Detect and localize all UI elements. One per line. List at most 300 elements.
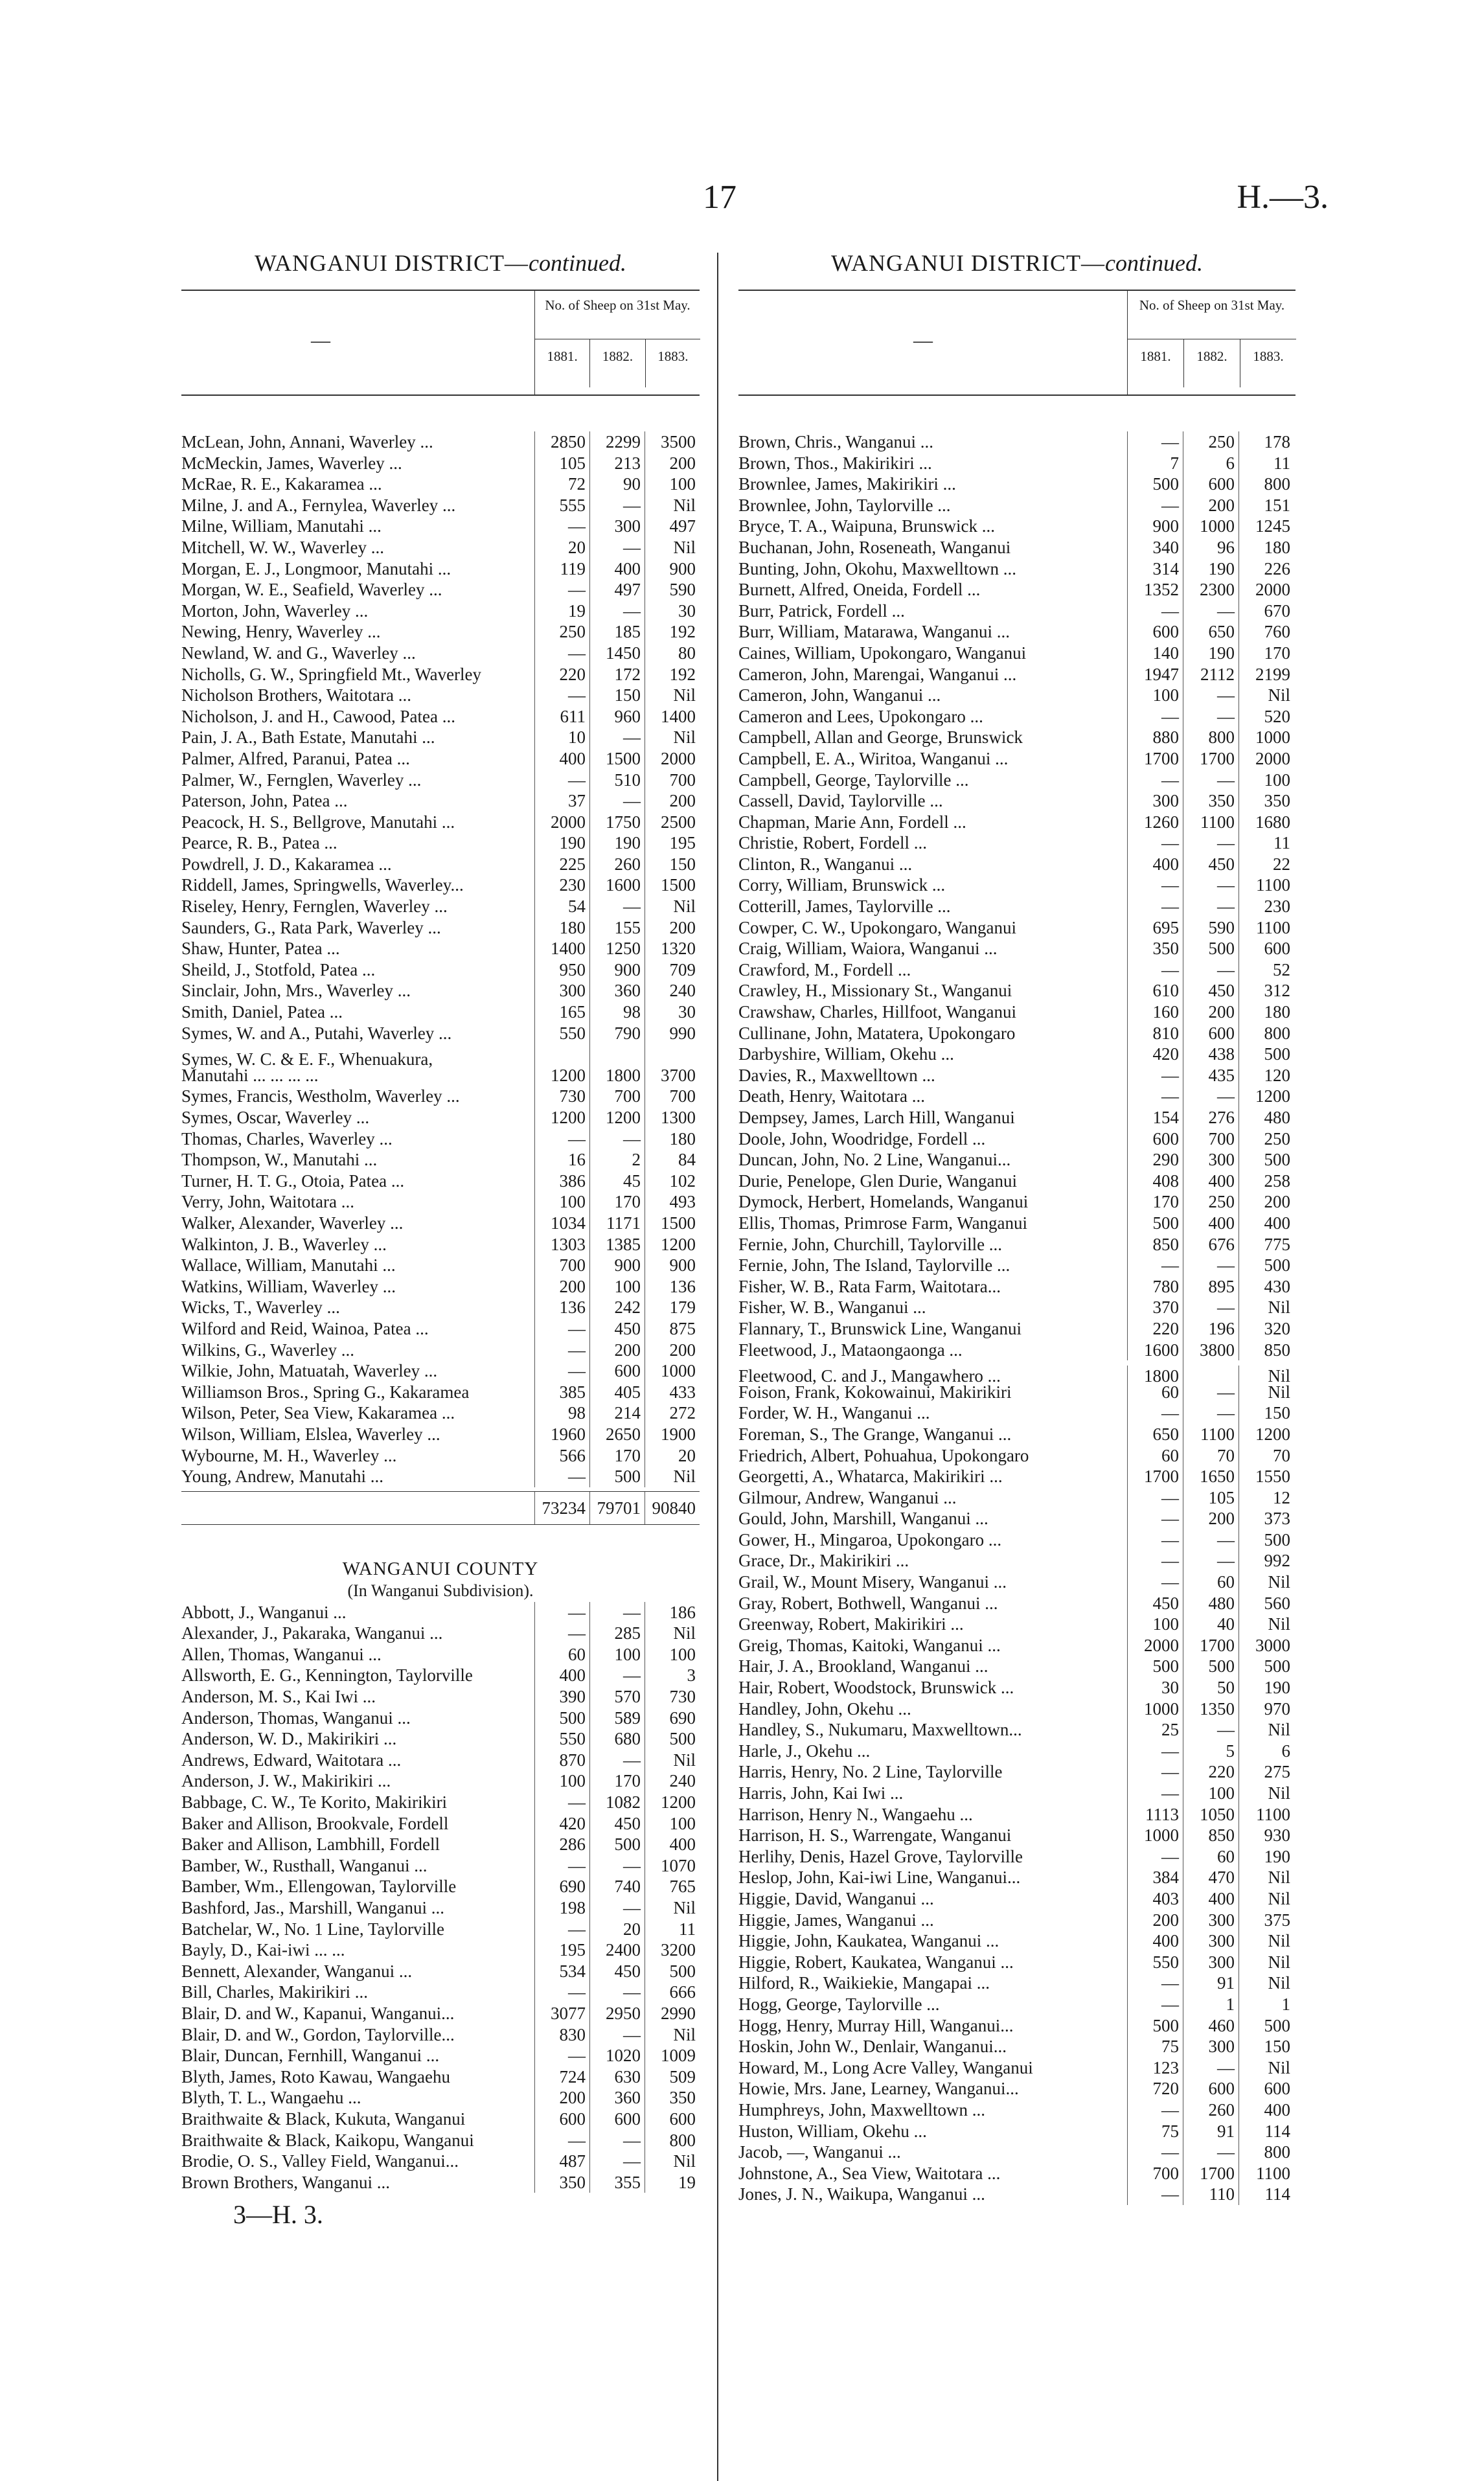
sheep-1882: — xyxy=(1183,875,1239,896)
owner-name: Christie, Robert, Fordell ... xyxy=(738,833,927,853)
sheep-1882: 220 xyxy=(1183,1761,1239,1783)
sheep-1883: 200 xyxy=(645,790,700,812)
sheep-1882: 1000 xyxy=(1183,516,1239,537)
owner-name: Higgie, James, Wanganui ... xyxy=(738,1910,934,1930)
sheep-1881: 220 xyxy=(534,664,589,685)
sheep-1883: 186 xyxy=(645,1602,700,1623)
sheep-1881: 650 xyxy=(1127,1424,1183,1445)
table-row xyxy=(181,1876,700,1897)
table-row xyxy=(738,1023,1296,1044)
sheep-1883: Nil xyxy=(645,2151,700,2172)
sheep-1881: 1800 xyxy=(1127,1366,1183,1387)
sheep-1882: — xyxy=(1183,896,1239,917)
owner-name: Greenway, Robert, Makirikiri ... xyxy=(738,1614,964,1634)
table-row xyxy=(181,1792,700,1813)
sheep-1882: 260 xyxy=(1183,2099,1239,2121)
sheep-1881: — xyxy=(1127,1508,1183,1529)
sheep-1883: 192 xyxy=(645,621,700,643)
sheep-1882: — xyxy=(589,790,645,812)
table-row xyxy=(738,1761,1296,1783)
table-row xyxy=(738,600,1296,622)
sheep-1883: 320 xyxy=(1239,1318,1294,1340)
table-row xyxy=(181,1445,700,1467)
sheep-1882: 300 xyxy=(1183,1952,1239,1973)
owner-name: Cameron, John, Marengai, Wanganui ... xyxy=(738,664,1017,684)
sheep-1882: 1600 xyxy=(589,875,645,896)
sheep-1881: 100 xyxy=(1127,1614,1183,1635)
table-row xyxy=(738,1846,1296,1868)
table-row xyxy=(738,1614,1296,1635)
sheep-1881: 1700 xyxy=(1127,748,1183,770)
owner-name: Jones, J. N., Waikupa, Wanganui ... xyxy=(738,2184,985,2204)
sheep-1883: 1200 xyxy=(1239,1086,1294,1107)
sheep-1882: 1 xyxy=(1183,1994,1239,2015)
sheep-1881: — xyxy=(1127,495,1183,516)
sheep-1881: 75 xyxy=(1127,2036,1183,2057)
sheep-1883: 560 xyxy=(1239,1593,1294,1614)
owner-name: Handley, John, Okehu ... xyxy=(738,1698,911,1719)
sheep-1881: 300 xyxy=(534,980,589,1001)
table-row xyxy=(738,1698,1296,1720)
sheep-1883: 430 xyxy=(1239,1276,1294,1298)
sheep-1881: 534 xyxy=(534,1961,589,1982)
sheep-1883: 970 xyxy=(1239,1698,1294,1720)
table-row xyxy=(181,2151,700,2172)
table-row xyxy=(738,474,1296,495)
sheep-1881: 54 xyxy=(534,896,589,917)
owner-name: Burr, William, Matarawa, Wanganui ... xyxy=(738,622,1010,642)
sheep-1881: 10 xyxy=(534,727,589,748)
table-row xyxy=(738,748,1296,770)
district-heading: WANGANUI DISTRICT—continued. xyxy=(831,250,1203,276)
table-row xyxy=(181,643,700,664)
sheep-1881: 1947 xyxy=(1127,664,1183,685)
table-body xyxy=(738,431,1296,2205)
sheep-1882: 900 xyxy=(589,1255,645,1276)
owner-name: Gray, Robert, Bothwell, Wanganui ... xyxy=(738,1593,998,1613)
sheep-1883: 350 xyxy=(645,2087,700,2109)
sheep-1881: 165 xyxy=(534,1001,589,1023)
sheep-1881: — xyxy=(1127,1487,1183,1509)
owner-name: Jacob, —, Wanganui ... xyxy=(738,2142,901,2162)
owner-name: Saunders, G., Rata Park, Waverley ... xyxy=(181,917,441,937)
table-row xyxy=(738,1508,1296,1529)
table-row xyxy=(181,537,700,558)
sheep-1883: 509 xyxy=(645,2066,700,2088)
sheep-1881: — xyxy=(1127,959,1183,981)
sheep-1882: 50 xyxy=(1183,1677,1239,1698)
table-row xyxy=(738,579,1296,600)
table-row xyxy=(181,685,700,706)
sheep-1881: 700 xyxy=(534,1255,589,1276)
sheep-1883: 180 xyxy=(1239,537,1294,558)
table-row xyxy=(738,1910,1296,1931)
sheep-1881: 1960 xyxy=(534,1424,589,1445)
sheep-1883: 600 xyxy=(1239,2078,1294,2099)
sheep-1882: 200 xyxy=(1183,495,1239,516)
table-row xyxy=(181,1834,700,1855)
table-row xyxy=(181,1466,700,1487)
owner-name: Doole, John, Woodridge, Fordell ... xyxy=(738,1128,986,1149)
sheep-1881: 200 xyxy=(1127,1910,1183,1931)
table-row xyxy=(738,2163,1296,2184)
sheep-1883: 190 xyxy=(1239,1677,1294,1698)
sheep-1881: 1303 xyxy=(534,1234,589,1255)
sheep-1882: — xyxy=(589,495,645,516)
table-row xyxy=(181,2130,700,2151)
table-row xyxy=(738,1276,1296,1298)
table-row xyxy=(738,1234,1296,1255)
table-row xyxy=(738,1867,1296,1888)
owner-name: Friedrich, Albert, Pohuahua, Upokongaro xyxy=(738,1445,1029,1465)
sheep-1883: 990 xyxy=(645,1023,700,1044)
owner-name: Higgie, David, Wanganui ... xyxy=(738,1888,934,1908)
table-row xyxy=(738,1086,1296,1107)
sheep-1883: 1900 xyxy=(645,1424,700,1445)
table-row xyxy=(181,2087,700,2109)
sheep-1881: 450 xyxy=(1127,1593,1183,1614)
sheep-1883: Nil xyxy=(1239,1930,1294,1952)
owner-name: Bashford, Jas., Marshill, Wanganui ... xyxy=(181,1898,445,1917)
sheep-1883: 800 xyxy=(645,2130,700,2151)
sheep-1883: 1100 xyxy=(1239,1804,1294,1825)
table-row xyxy=(738,453,1296,474)
owner-name: Darbyshire, William, Okehu ... xyxy=(738,1044,954,1064)
sheep-1881: — xyxy=(1127,1402,1183,1424)
sheep-1882: 150 xyxy=(589,685,645,706)
table-row xyxy=(181,896,700,917)
sheep-1882: 740 xyxy=(589,1876,645,1897)
owner-name: Milne, J. and A., Fernylea, Waverley ... xyxy=(181,495,456,515)
district-heading: WANGANUI DISTRICT—continued. xyxy=(255,250,626,276)
owner-name: Harrison, Henry N., Wangaehu ... xyxy=(738,1804,973,1824)
sheep-1882: 470 xyxy=(1183,1867,1239,1888)
sheep-1881: — xyxy=(1127,1065,1183,1086)
sheep-1881: — xyxy=(1127,1529,1183,1551)
table-row xyxy=(738,1107,1296,1128)
table-row xyxy=(181,1855,700,1877)
table-row xyxy=(181,2024,700,2046)
sheep-1883: 1500 xyxy=(645,875,700,896)
table-row xyxy=(181,1171,700,1192)
table-row xyxy=(738,917,1296,939)
owner-name: Higgie, John, Kaukatea, Wanganui ... xyxy=(738,1931,999,1951)
sheep-1882: 500 xyxy=(589,1466,645,1487)
table-row xyxy=(181,959,700,981)
sheep-1882: 100 xyxy=(589,1276,645,1298)
owner-name: Thompson, W., Manutahi ... xyxy=(181,1150,378,1170)
sheep-1881: 2850 xyxy=(534,431,589,453)
sheep-1882: 1800 xyxy=(589,1065,645,1086)
sheep-1883: 700 xyxy=(645,770,700,791)
sheep-1883: 180 xyxy=(645,1128,700,1150)
sheep-1882: 105 xyxy=(1183,1487,1239,1509)
sheep-1882: 400 xyxy=(1183,1213,1239,1234)
sheep-1882: 355 xyxy=(589,2172,645,2193)
sheep-1882: 1050 xyxy=(1183,1804,1239,1825)
sheep-1881: — xyxy=(534,516,589,537)
sheep-1881: — xyxy=(1127,1086,1183,1107)
sheep-1883: 3200 xyxy=(645,1939,700,1961)
sheep-1881: 25 xyxy=(1127,1719,1183,1741)
table-row xyxy=(738,1825,1296,1846)
table-row xyxy=(738,875,1296,896)
owner-name: Clinton, R., Wanganui ... xyxy=(738,854,913,874)
table-row xyxy=(181,1686,700,1708)
sheep-1883: 500 xyxy=(1239,1149,1294,1171)
sheep-1882: — xyxy=(589,600,645,622)
owner-name: Pain, J. A., Bath Estate, Manutahi ... xyxy=(181,727,435,748)
sheep-1882: 96 xyxy=(1183,537,1239,558)
sheep-1882: — xyxy=(589,2151,645,2172)
table-row xyxy=(181,1982,700,2003)
sheep-1881: 695 xyxy=(1127,917,1183,939)
sheep-1881: — xyxy=(1127,431,1183,453)
sheep-1883: 20 xyxy=(645,1445,700,1467)
sheep-1881: 98 xyxy=(534,1402,589,1424)
sheep-1881: — xyxy=(1127,1550,1183,1572)
sheep-1881: 600 xyxy=(534,2109,589,2130)
table-row xyxy=(738,1930,1296,1952)
sheep-1881: 1400 xyxy=(534,938,589,959)
sheep-1883: Nil xyxy=(1239,2057,1294,2079)
table-row xyxy=(181,495,700,516)
table-row xyxy=(181,706,700,727)
table-row xyxy=(181,2045,700,2066)
sheep-count-caption: No. of Sheep on 31st May. xyxy=(1128,291,1296,339)
table-row xyxy=(738,1402,1296,1424)
table-row xyxy=(738,516,1296,537)
sheep-1882: — xyxy=(1183,1255,1239,1276)
sheep-1881: — xyxy=(534,1602,589,1623)
owner-name: Harle, J., Okehu ... xyxy=(738,1741,871,1761)
sheep-1883: 497 xyxy=(645,516,700,537)
owner-name: Symes, Oscar, Waverley ... xyxy=(181,1108,370,1127)
sheep-1881: 550 xyxy=(1127,1952,1183,1973)
table-row xyxy=(738,1001,1296,1023)
table-header xyxy=(181,290,700,396)
sheep-1882: 20 xyxy=(589,1919,645,1940)
owner-name: Verry, John, Waitotara ... xyxy=(181,1192,355,1212)
sheep-1883: 600 xyxy=(645,2109,700,2130)
sheep-1881: — xyxy=(1127,706,1183,727)
owner-name: Brown, Chris., Wanganui ... xyxy=(738,432,934,452)
owner-name: Flannary, T., Brunswick Line, Wanganui xyxy=(738,1318,1022,1338)
table-row xyxy=(181,1297,700,1318)
year-1881: 1881. xyxy=(547,349,578,364)
owner-name: Anderson, Thomas, Wanganui ... xyxy=(181,1708,411,1728)
sheep-1882: 2650 xyxy=(589,1424,645,1445)
owner-name: Campbell, George, Taylorville ... xyxy=(738,770,969,790)
table-row xyxy=(181,1001,700,1023)
sheep-1881: 180 xyxy=(534,917,589,939)
sheep-1882: — xyxy=(1183,1297,1239,1318)
sheep-1882: — xyxy=(589,1128,645,1150)
sheep-1881: — xyxy=(1127,832,1183,854)
sheep-1882: 2299 xyxy=(589,431,645,453)
sheep-1881: 200 xyxy=(534,1276,589,1298)
sheep-1882: 5 xyxy=(1183,1741,1239,1762)
sheep-1881: 1352 xyxy=(1127,579,1183,600)
owner-name: Baker and Allison, Brookvale, Fordell xyxy=(181,1813,449,1833)
sheep-1881: — xyxy=(1127,875,1183,896)
table-row xyxy=(738,1424,1296,1445)
sheep-1882: 460 xyxy=(1183,2015,1239,2037)
sheep-1883: 6 xyxy=(1239,1741,1294,1762)
sheep-1882: 676 xyxy=(1183,1234,1239,1255)
sheep-1882: 900 xyxy=(589,959,645,981)
table-row xyxy=(181,1149,700,1171)
owner-name: Howard, M., Long Acre Valley, Wanganui xyxy=(738,2057,1033,2077)
sheep-1881: 2000 xyxy=(1127,1635,1183,1656)
table-row xyxy=(738,1804,1296,1825)
sheep-1882: — xyxy=(1183,1086,1239,1107)
sheep-1882: 1650 xyxy=(1183,1466,1239,1487)
sheep-1882: 300 xyxy=(1183,2036,1239,2057)
sheep-1882: 276 xyxy=(1183,1107,1239,1128)
owner-name: Palmer, Alfred, Paranui, Patea ... xyxy=(181,748,410,768)
owner-name: Gould, John, Marshill, Wanganui ... xyxy=(738,1509,988,1529)
sheep-1882: 60 xyxy=(1183,1572,1239,1593)
sheep-1883: 775 xyxy=(1239,1234,1294,1255)
sheep-1881: — xyxy=(1127,1255,1183,1276)
sheep-1882: — xyxy=(589,537,645,558)
table-row xyxy=(181,1234,700,1255)
sheep-1883: 178 xyxy=(1239,431,1294,453)
sheep-1883: 179 xyxy=(645,1297,700,1318)
owner-name: Bryce, T. A., Waipuna, Brunswick ... xyxy=(738,516,996,536)
sheep-1881: 500 xyxy=(1127,2015,1183,2037)
owner-name: Wilson, Peter, Sea View, Kakaramea ... xyxy=(181,1403,455,1423)
sheep-1881: — xyxy=(1127,600,1183,622)
sheep-1881: 30 xyxy=(1127,1677,1183,1698)
sheep-1881 xyxy=(534,1044,589,1065)
sheep-1881: 500 xyxy=(534,1708,589,1729)
owner-name: McLean, John, Annani, Waverley ... xyxy=(181,432,433,452)
sheep-1883: 800 xyxy=(1239,1023,1294,1044)
sheep-1881: — xyxy=(534,770,589,791)
sheep-1883: 900 xyxy=(645,558,700,580)
table-row xyxy=(181,1255,700,1276)
owner-name: Blair, Duncan, Fernhill, Wanganui ... xyxy=(181,2046,440,2066)
sheep-1881: 200 xyxy=(534,2087,589,2109)
sheep-1881: — xyxy=(534,579,589,600)
table-row xyxy=(738,2099,1296,2121)
sheep-1882: — xyxy=(1183,2142,1239,2163)
owner-name: Braithwaite & Black, Kaikopu, Wanganui xyxy=(181,2130,474,2150)
sheep-1882: — xyxy=(589,1750,645,1771)
sheep-1883: 70 xyxy=(1239,1445,1294,1467)
sheep-1882: 510 xyxy=(589,770,645,791)
sheep-1882: 250 xyxy=(1183,1191,1239,1213)
sheep-1881: 600 xyxy=(1127,1128,1183,1150)
sheep-1882: — xyxy=(589,727,645,748)
sheep-1882: 589 xyxy=(589,1708,645,1729)
owner-name: Wicks, T., Waverley ... xyxy=(181,1298,340,1318)
sheep-1883: 1245 xyxy=(1239,516,1294,537)
sheep-1882: 1700 xyxy=(1183,1635,1239,1656)
owner-name: Hogg, Henry, Murray Hill, Wanganui... xyxy=(738,2015,1014,2035)
owner-name: Nicholson, J. and H., Cawood, Patea ... xyxy=(181,706,455,726)
sheep-1883: 600 xyxy=(1239,938,1294,959)
table-row xyxy=(181,980,700,1001)
owner-name: Brown Brothers, Wanganui ... xyxy=(181,2172,391,2192)
owner-name: Humphreys, John, Maxwelltown ... xyxy=(738,2099,985,2120)
owner-name: Bamber, W., Rusthall, Wanganui ... xyxy=(181,1855,428,1875)
table-row xyxy=(738,1360,1296,1386)
sheep-1882: 6 xyxy=(1183,453,1239,474)
owner-name: Milne, William, Manutahi ... xyxy=(181,516,382,536)
sheep-1883: 500 xyxy=(1239,1656,1294,1677)
sheep-1881: 123 xyxy=(1127,2057,1183,2079)
owner-name: Walkinton, J. B., Waverley ... xyxy=(181,1234,387,1254)
sheep-1883: 1320 xyxy=(645,938,700,959)
table-row xyxy=(738,896,1296,917)
sheep-1883: 850 xyxy=(1239,1340,1294,1361)
table-row xyxy=(738,2121,1296,2142)
table-row xyxy=(181,2172,700,2193)
sheep-1881: 190 xyxy=(534,832,589,854)
sheep-1882: 170 xyxy=(589,1445,645,1467)
table-row xyxy=(181,453,700,474)
sheep-1883: 1000 xyxy=(1239,727,1294,748)
totals-row xyxy=(181,1491,700,1525)
sheep-1883: 100 xyxy=(1239,770,1294,791)
sheep-1882: 2 xyxy=(589,1149,645,1171)
sheep-1882: 1082 xyxy=(589,1792,645,1813)
sheep-1883: 400 xyxy=(1239,1213,1294,1234)
sheep-1883: 258 xyxy=(1239,1171,1294,1192)
table-row xyxy=(738,1656,1296,1677)
owner-name: Howie, Mrs. Jane, Learney, Wanganui... xyxy=(738,2079,1019,2099)
table-row xyxy=(181,812,700,833)
sheep-1881: — xyxy=(1127,1846,1183,1868)
owner-name: Buchanan, John, Roseneath, Wanganui xyxy=(738,537,1011,557)
sheep-1882: 600 xyxy=(589,2109,645,2130)
sheep-1881: 384 xyxy=(1127,1867,1183,1888)
sheep-1881: 136 xyxy=(534,1297,589,1318)
sheep-1881: — xyxy=(534,1318,589,1340)
table-row xyxy=(181,832,700,854)
owner-name: Riddell, James, Springwells, Waverley... xyxy=(181,875,464,895)
sheep-1882: 500 xyxy=(1183,938,1239,959)
sheep-1882: 2950 xyxy=(589,2003,645,2024)
sheep-1882: 438 xyxy=(1183,1044,1239,1065)
sheep-1881: 400 xyxy=(534,1665,589,1686)
table-row xyxy=(181,600,700,622)
owner-name: Morton, John, Waverley ... xyxy=(181,600,369,621)
sheep-1881: 900 xyxy=(1127,516,1183,537)
sheep-1881: 400 xyxy=(1127,854,1183,875)
sheep-1883: 500 xyxy=(1239,1044,1294,1065)
table-row xyxy=(738,2057,1296,2079)
sheep-1882: 600 xyxy=(1183,474,1239,495)
owner-name: Dymock, Herbert, Homelands, Wanganui xyxy=(738,1192,1029,1212)
owner-name: Hair, Robert, Woodstock, Brunswick ... xyxy=(738,1678,1014,1698)
table-row xyxy=(181,1961,700,1982)
table-row xyxy=(738,1952,1296,1973)
sheep-1883: 30 xyxy=(645,600,700,622)
sheep-1882: 170 xyxy=(589,1191,645,1213)
table-row xyxy=(738,854,1296,875)
owner-name: Sheild, J., Stotfold, Patea ... xyxy=(181,959,376,979)
table-row xyxy=(181,1708,700,1729)
table-row xyxy=(738,1466,1296,1487)
sheep-1882: 60 xyxy=(1183,1846,1239,1868)
owner-name: Allen, Thomas, Wanganui ... xyxy=(181,1644,382,1664)
owner-name: Mitchell, W. W., Waverley ... xyxy=(181,537,385,557)
sheep-1881: — xyxy=(1127,770,1183,791)
